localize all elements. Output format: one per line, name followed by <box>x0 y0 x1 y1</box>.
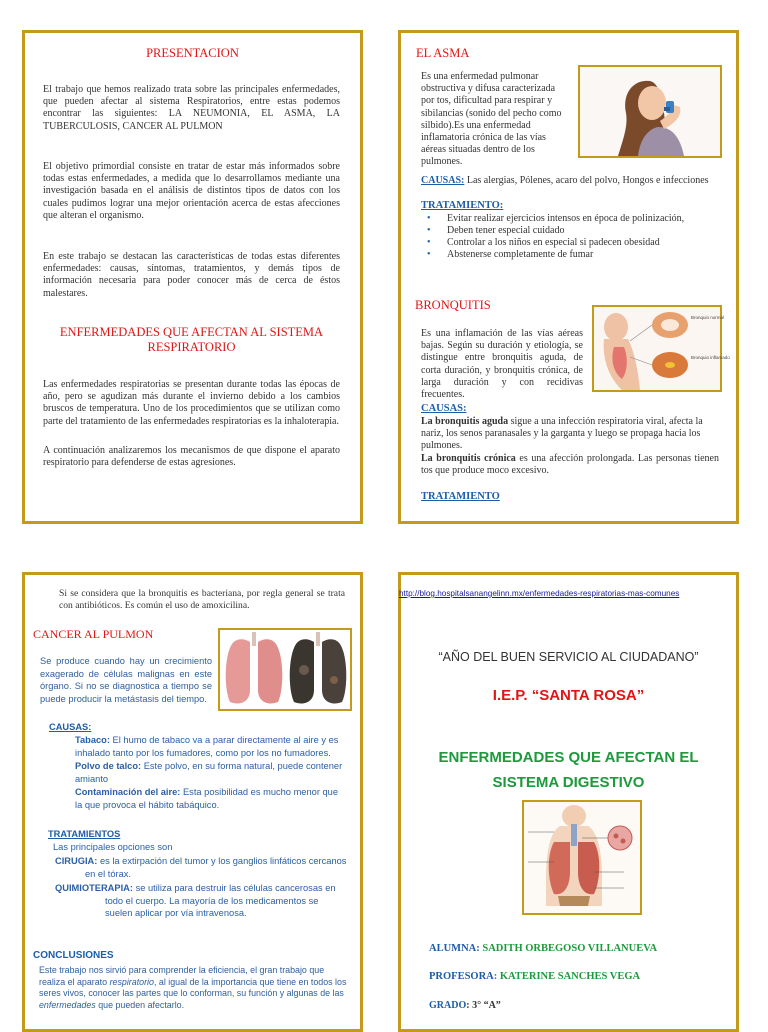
cover-grado <box>429 1000 501 1011</box>
presentacion-para-1: El trabajo que hemos realizado trata sobre las principales enfermedades, que pueden afectar al sistema Respiratorios, entre estas podemos encontrar las siguientes: LA NEUMONIA, EL ASMA, LA TUBERCULOSIS, CANCER AL PULMON <box>43 84 340 132</box>
cancer-tratamiento-cirugia <box>55 855 347 880</box>
profesora-name: : KATERINE SANCHES VEGA <box>493 971 641 982</box>
conclusiones-label: CONCLUSIONES <box>33 950 114 961</box>
cancer-tratamientos-label: TRATAMIENTOS <box>48 829 121 839</box>
bronquitis-cronica <box>421 453 719 477</box>
presentacion-para-4: Las enfermedades respiratorias se presentan durante todas las épocas de año, pero se agudizan más durante el invierno debido a los cambios bruscos de temperatura. Uno de los procedimientos que se utilizan como parte del tratamiento de las enfermedades respiratorias es la inhaloterapia. <box>43 379 340 427</box>
woman-inhaler-icon <box>580 67 720 156</box>
conclusiones-post: que pueden afectarlo. <box>95 999 185 1010</box>
presentacion-para-2: El objetivo primordial consiste en tratar de estar más informados sobre todas estas enfermedades, a medida que lo desarrollamos mediante una investigación basada en el análisis de distintos tipos de datos con los cuales pudimos lograr una mejor orientación acerca de estas afecciones que alteran el organismo. <box>43 161 340 221</box>
alumna-name: SADITH ORBEGOSO VILLANUEVA <box>482 943 658 954</box>
bronquio-normal-label: Bronquio normal <box>691 315 725 320</box>
causa-text: Este polvo, en su forma natural, puede contener amianto <box>75 761 343 784</box>
presentacion-para-3: En este trabajo se destacan las características de todas estas diferentes enfermedades: causas, síntomas, tratamientos, y demás tipos de información necesaria para poder conocer más de cerca de éstos malestares. <box>43 251 340 299</box>
cover-motto: “AÑO DEL BUEN SERVICIO AL CIUDADANO” <box>438 650 699 664</box>
cancer-tratamientos-intro: Las principales opciones son <box>53 842 173 852</box>
panel-cancer <box>22 572 363 1032</box>
list-item: • Controlar a los niños en especial si padecen obesidad <box>421 237 711 249</box>
cronica-text: es una afección prolongada. Las personas tienen tos que produce moco excesivo. <box>421 453 719 477</box>
bronquio-inflamado-label: Bronquio inflamado <box>691 355 730 360</box>
bronquitis-description: Es una inflamación de las vías aéreas bajas. Según su duración y etiología, se distingue entre bronquitis aguda, de corta duración, y bronquitis crónica, de larga duración y con recidivas frecuentes. <box>421 328 583 401</box>
presentacion-para-5: A continuación analizaremos los mecanismos de que dispone el aparato respiratorio para defenderse de estas agresiones. <box>43 445 340 469</box>
list-item: • Deben tener especial cuidado <box>421 225 711 237</box>
asma-tratamiento-list <box>421 213 711 261</box>
tratamiento-text: se utiliza para destruir las células cancerosas en todo el cuerpo. La mayoría de los medicamentos se suelen aplicar por vía intravenosa. <box>105 883 336 918</box>
bronquitis-causas-label: CAUSAS: <box>421 403 467 414</box>
causa-label: Tabaco: <box>75 735 110 745</box>
conclusiones-pre: Este trabajo nos sirvió para comprender la eficiencia, el gran trabajo que realiza el aparato <box>39 965 325 987</box>
bronquitis-continuation: Si se considera que la bronquitis es bacteriana, por regla general se trata con antibióticos. Es común el uso de amoxicilina. <box>59 588 345 611</box>
asma-title: EL ASMA <box>416 46 470 60</box>
asma-causas-text: Las alergias, Pólenes, acaro del polvo, Hongos e infecciones <box>464 175 709 186</box>
presentacion-title: PRESENTACION <box>146 46 239 60</box>
cover-title: ENFERMEDADES QUE AFECTAN EL SISTEMA DIGESTIVO <box>438 749 699 791</box>
asma-description: Es una enfermedad pulmonar obstructiva y difusa caracterizada por tos, dificultad para respirar y sibilancias (sonido del pecho como silbido).Es una enfermedad inflamatoria crónica de las vías aéreas situadas dentro de los pulmones. <box>421 71 562 168</box>
asma-causas <box>421 175 731 187</box>
conclusiones-em-2: enfermedades <box>39 999 96 1010</box>
cancer-title: CANCER AL PULMON <box>33 627 154 641</box>
anatomy-icon <box>524 802 640 913</box>
list-item: • Evitar realizar ejercicios intensos en época de polinización, <box>421 213 711 225</box>
conclusiones-mid: , al igual de la importancia que tiene en todos los seres vivos, conocer las partes que lo conforman, su función y algunas de las <box>39 976 347 998</box>
causa-text: El humo de tabaco va a parar directamente al aire y es inhalado tanto por los fumadores, como por los no fumadores. <box>75 735 339 758</box>
aguda-label: La bronquitis aguda <box>421 416 509 427</box>
bronquitis-image <box>592 305 730 392</box>
bronchi-icon <box>594 307 730 390</box>
grado-label: GRADO <box>429 1000 467 1011</box>
cancer-causa-talco <box>55 760 347 785</box>
causa-label: Contaminación del aire: <box>75 787 181 797</box>
cancer-causa-aire <box>55 786 347 811</box>
cronica-label: La bronquitis crónica <box>421 453 516 464</box>
cancer-description: Se produce cuando hay un crecimiento exagerado de células malignas en este órgano. Si no se diagnostica a tiempo se puede producir la metástasis del tiempo. <box>40 656 212 704</box>
panel-asma-bronquitis <box>398 30 739 524</box>
asma-tratamiento-label: TRATAMIENTO: <box>421 200 504 211</box>
cancer-causa-tabaco <box>55 734 347 759</box>
asma-causas-label: CAUSAS: <box>421 175 465 186</box>
cover-alumna <box>429 943 657 954</box>
panel-cover <box>398 572 739 1032</box>
grado-value: : 3° “A” <box>466 1000 501 1011</box>
cover-image <box>522 800 642 915</box>
cancer-tratamiento-quimio <box>55 882 347 920</box>
cover-profesora <box>429 971 640 982</box>
causa-text: Esta posibilidad es mucho menor que la que provoca el hábito tabáquico. <box>75 787 339 810</box>
list-item: • Abstenerse completamente de fumar <box>421 249 711 261</box>
bronquitis-tratamiento-label: TRATAMIENTO <box>421 491 500 502</box>
respiratorio-section-title: ENFERMEDADES QUE AFECTAN AL SISTEMA RESPIRATORIO <box>59 325 324 354</box>
tratamiento-label: QUIMIOTERAPIA: <box>55 883 133 893</box>
conclusiones-em-1: respiratorio <box>109 976 154 987</box>
cancer-causas-label: CAUSAS: <box>49 722 92 732</box>
tratamiento-text: es la extirpación del tumor y los ganglios linfáticos cercanos en el tórax. <box>85 856 347 879</box>
school-name: I.E.P. “SANTA ROSA” <box>492 687 645 704</box>
tratamiento-label: CIRUGIA: <box>55 856 98 866</box>
alumna-label: ALUMNA: <box>429 943 483 954</box>
aguda-text: sigue a una infección respiratoria viral, afecta la nariz, los senos paranasales y la garganta y luego se propaga hacia los pulmones. <box>421 416 703 452</box>
source-link[interactable]: http://blog.hospitalsanangelinn.mx/enfermedades-respiratorias-mas-comunes <box>399 589 680 598</box>
bronquitis-title: BRONQUITIS <box>415 298 491 312</box>
lungs-icon <box>220 630 350 709</box>
bronquitis-aguda <box>421 416 719 453</box>
cancer-image <box>218 628 352 711</box>
asma-image <box>578 65 722 158</box>
causa-label: Polvo de talco: <box>75 761 142 771</box>
panel-presentacion <box>22 30 363 524</box>
profesora-label: PROFESORA <box>429 971 494 982</box>
conclusiones-text <box>39 965 347 1011</box>
